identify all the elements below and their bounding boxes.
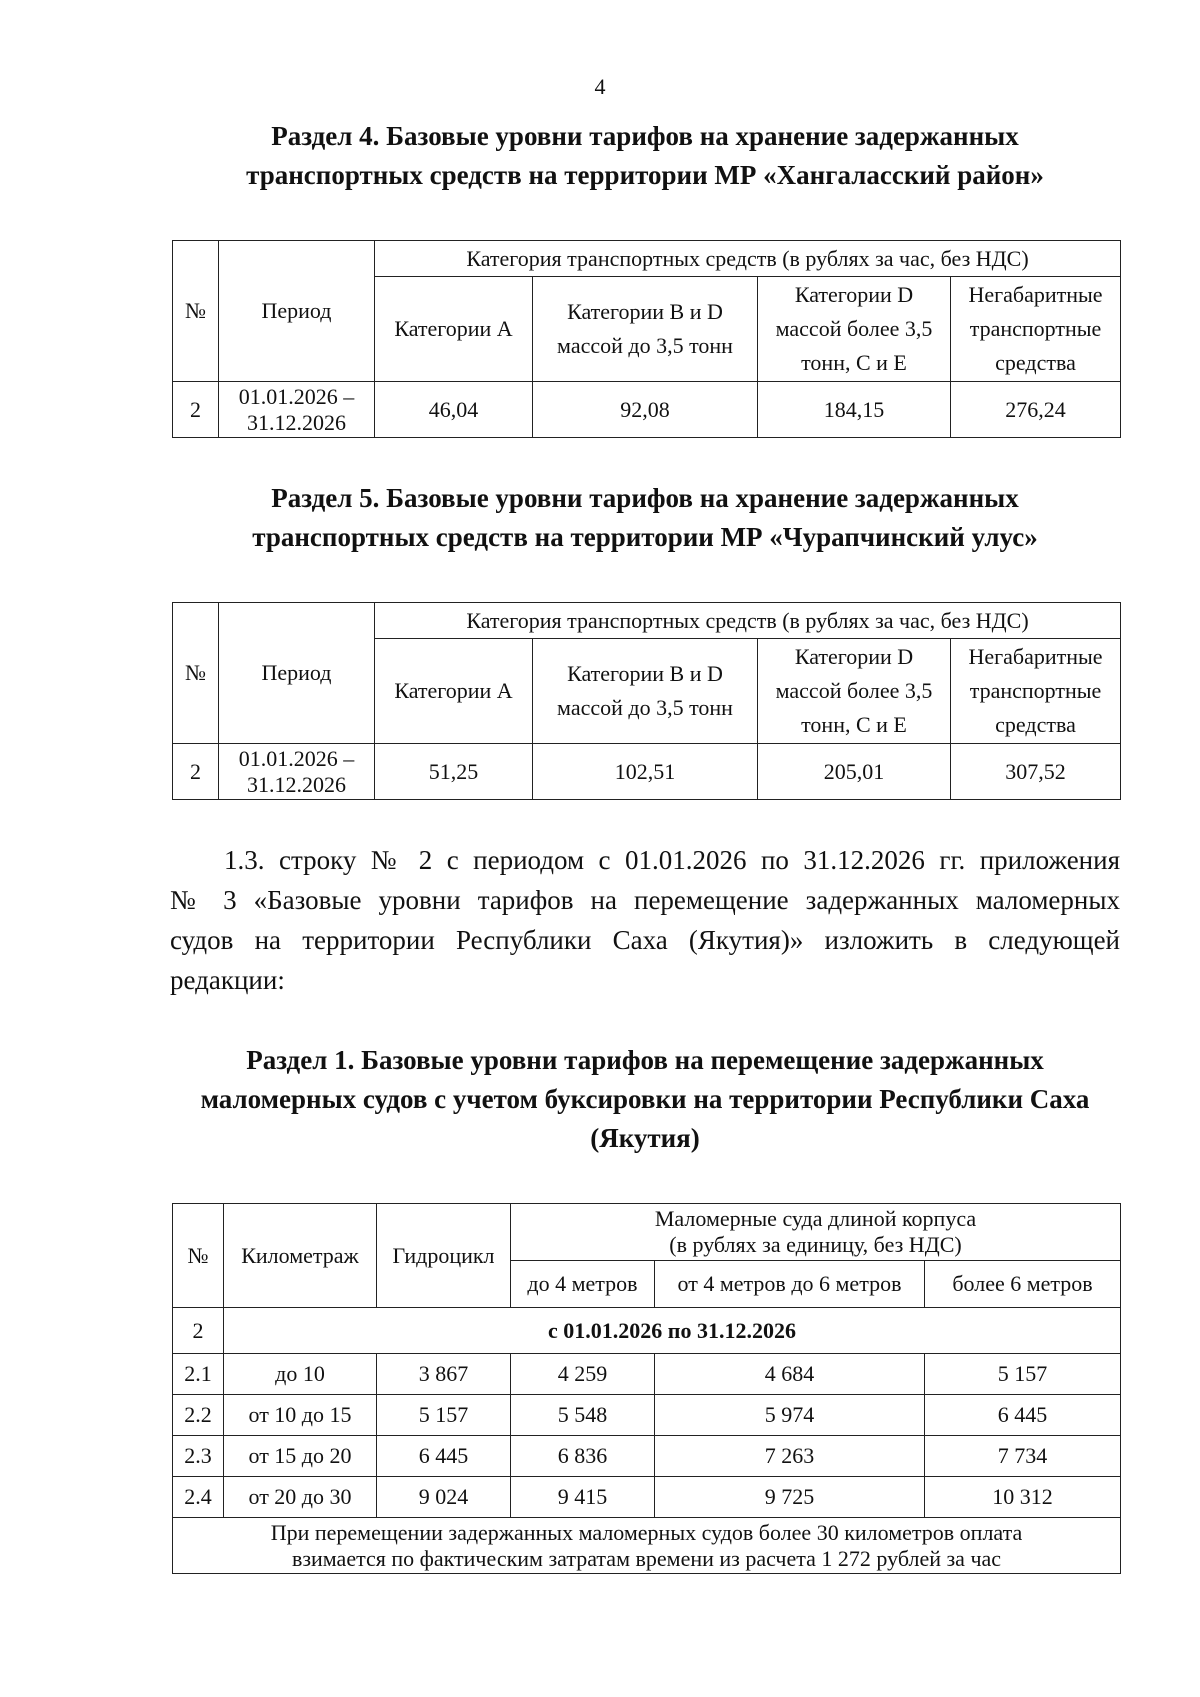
footnote: [173, 1518, 1121, 1574]
cell-no: 2.2: [173, 1395, 224, 1436]
col-header-category-a: Категории А: [375, 639, 533, 744]
cell-mileage: от 20 до 30: [224, 1477, 377, 1518]
paragraph-line: 1.3. строку № 2 с периодом с 01.01.2026 по 31.12.2026 гг. приложения: [224, 845, 1120, 875]
col-header-oversize: Негабаритные транспортные средства: [951, 639, 1121, 744]
col-header-category-a: Категории А: [375, 277, 533, 382]
table-row: [173, 744, 1121, 800]
section1-table: [172, 1203, 1121, 1574]
cell-jetski: 3 867: [377, 1354, 511, 1395]
col-header-oversize: Негабаритные транспортные средства: [951, 277, 1121, 382]
section1-title-line1: Раздел 1. Базовые уровни тарифов на перемещение задержанных: [246, 1045, 1044, 1075]
group-header: Категория транспортных средств (в рублях за час, без НДС): [375, 241, 1121, 277]
cell-mileage: от 10 до 15: [224, 1395, 377, 1436]
cell-jetski: 9 024: [377, 1477, 511, 1518]
cell-4-to-6m: 5 974: [655, 1395, 925, 1436]
cell-oversize: 307,52: [951, 744, 1121, 800]
cell-period: 01.01.2026 – 31.12.2026: [219, 744, 375, 800]
cell-no: 2.3: [173, 1436, 224, 1477]
table-row: [173, 1436, 1121, 1477]
cell-over-6m: 10 312: [925, 1477, 1121, 1518]
col-header-no: №: [173, 1204, 224, 1308]
col-header-4-to-6m: от 4 метров до 6 метров: [655, 1261, 925, 1308]
cell-4-to-6m: 4 684: [655, 1354, 925, 1395]
cell-mileage: от 15 до 20: [224, 1436, 377, 1477]
cell-up-to-4m: 9 415: [511, 1477, 655, 1518]
cell-up-to-4m: 5 548: [511, 1395, 655, 1436]
cell-oversize: 276,24: [951, 382, 1121, 438]
section1-title-line2: маломерных судов с учетом буксировки на территории Республики Саха: [200, 1084, 1090, 1114]
col-header-over-6m: более 6 метров: [925, 1261, 1121, 1308]
page-number: 4: [594, 74, 606, 99]
amendment-paragraph: [170, 840, 1120, 1000]
col-header-no: №: [173, 241, 219, 382]
cell-over-6m: 7 734: [925, 1436, 1121, 1477]
cell-category-d-heavy: 184,15: [758, 382, 951, 438]
cell-up-to-4m: 6 836: [511, 1436, 655, 1477]
section4-table: [172, 240, 1121, 438]
cell-category-bd: 102,51: [533, 744, 758, 800]
table-row: [173, 1395, 1121, 1436]
table-row: [173, 1354, 1121, 1395]
table-row: [173, 382, 1121, 438]
paragraph-line: судов на территории Республики Саха (Якутия)» изложить в следующей: [170, 925, 1120, 955]
section5-title-line2: транспортных средств на территории МР «Чурапчинский улус»: [252, 522, 1038, 552]
period-row: [173, 1308, 1121, 1354]
cell-period: 01.01.2026 – 31.12.2026: [219, 382, 375, 438]
section1-title: [170, 1041, 1120, 1158]
cell-no: 2.1: [173, 1354, 224, 1395]
footnote-row: [173, 1518, 1121, 1574]
paragraph-line: редакции:: [170, 965, 285, 995]
cell-no: 2: [173, 1308, 224, 1354]
section4-title-line1: Раздел 4. Базовые уровни тарифов на хранение задержанных: [271, 121, 1019, 151]
col-header-category-bd: Категории В и D массой до 3,5 тонн: [533, 639, 758, 744]
col-header-up-to-4m: до 4 метров: [511, 1261, 655, 1308]
col-header-category-d-heavy: Категории D массой более 3,5 тонн, С и Е: [758, 639, 951, 744]
cell-category-a: 46,04: [375, 382, 533, 438]
col-header-mileage: Километраж: [224, 1204, 377, 1308]
section4-title-line2: транспортных средств на территории МР «Хангаласский район»: [246, 160, 1044, 190]
cell-up-to-4m: 4 259: [511, 1354, 655, 1395]
section5-title: [170, 479, 1120, 557]
period-label: с 01.01.2026 по 31.12.2026: [224, 1308, 1121, 1354]
group-header: Категория транспортных средств (в рублях за час, без НДС): [375, 603, 1121, 639]
paragraph-line: № 3 «Базовые уровни тарифов на перемещение задержанных маломерных: [170, 885, 1120, 915]
footnote-line1: При перемещении задержанных маломерных судов более 30 километров оплата: [270, 1519, 1023, 1545]
section5-table: [172, 602, 1121, 800]
cell-no: 2.4: [173, 1477, 224, 1518]
group-header: [511, 1204, 1121, 1261]
cell-no: 2: [173, 744, 219, 800]
cell-jetski: 5 157: [377, 1395, 511, 1436]
cell-no: 2: [173, 382, 219, 438]
cell-over-6m: 5 157: [925, 1354, 1121, 1395]
section4-title: [170, 117, 1120, 195]
col-header-jetski: Гидроцикл: [377, 1204, 511, 1308]
group-header-line1: Маломерные суда длиной корпуса: [654, 1206, 977, 1231]
col-header-category-bd: Категории В и D массой до 3,5 тонн: [533, 277, 758, 382]
col-header-period: Период: [219, 603, 375, 744]
section1-title-line3: (Якутия): [590, 1123, 700, 1153]
section5-title-line1: Раздел 5. Базовые уровни тарифов на хранение задержанных: [271, 483, 1019, 513]
cell-4-to-6m: 9 725: [655, 1477, 925, 1518]
cell-category-d-heavy: 205,01: [758, 744, 951, 800]
cell-category-a: 51,25: [375, 744, 533, 800]
col-header-category-d-heavy: Категории D массой более 3,5 тонн, С и Е: [758, 277, 951, 382]
group-header-line2: (в рублях за единицу, без НДС): [669, 1232, 962, 1257]
cell-over-6m: 6 445: [925, 1395, 1121, 1436]
cell-4-to-6m: 7 263: [655, 1436, 925, 1477]
col-header-no: №: [173, 603, 219, 744]
footnote-line2: взимается по фактическим затратам времени из расчета 1 272 рублей за час: [291, 1545, 1002, 1571]
cell-category-bd: 92,08: [533, 382, 758, 438]
cell-mileage: до 10: [224, 1354, 377, 1395]
col-header-period: Период: [219, 241, 375, 382]
cell-jetski: 6 445: [377, 1436, 511, 1477]
table-row: [173, 1477, 1121, 1518]
